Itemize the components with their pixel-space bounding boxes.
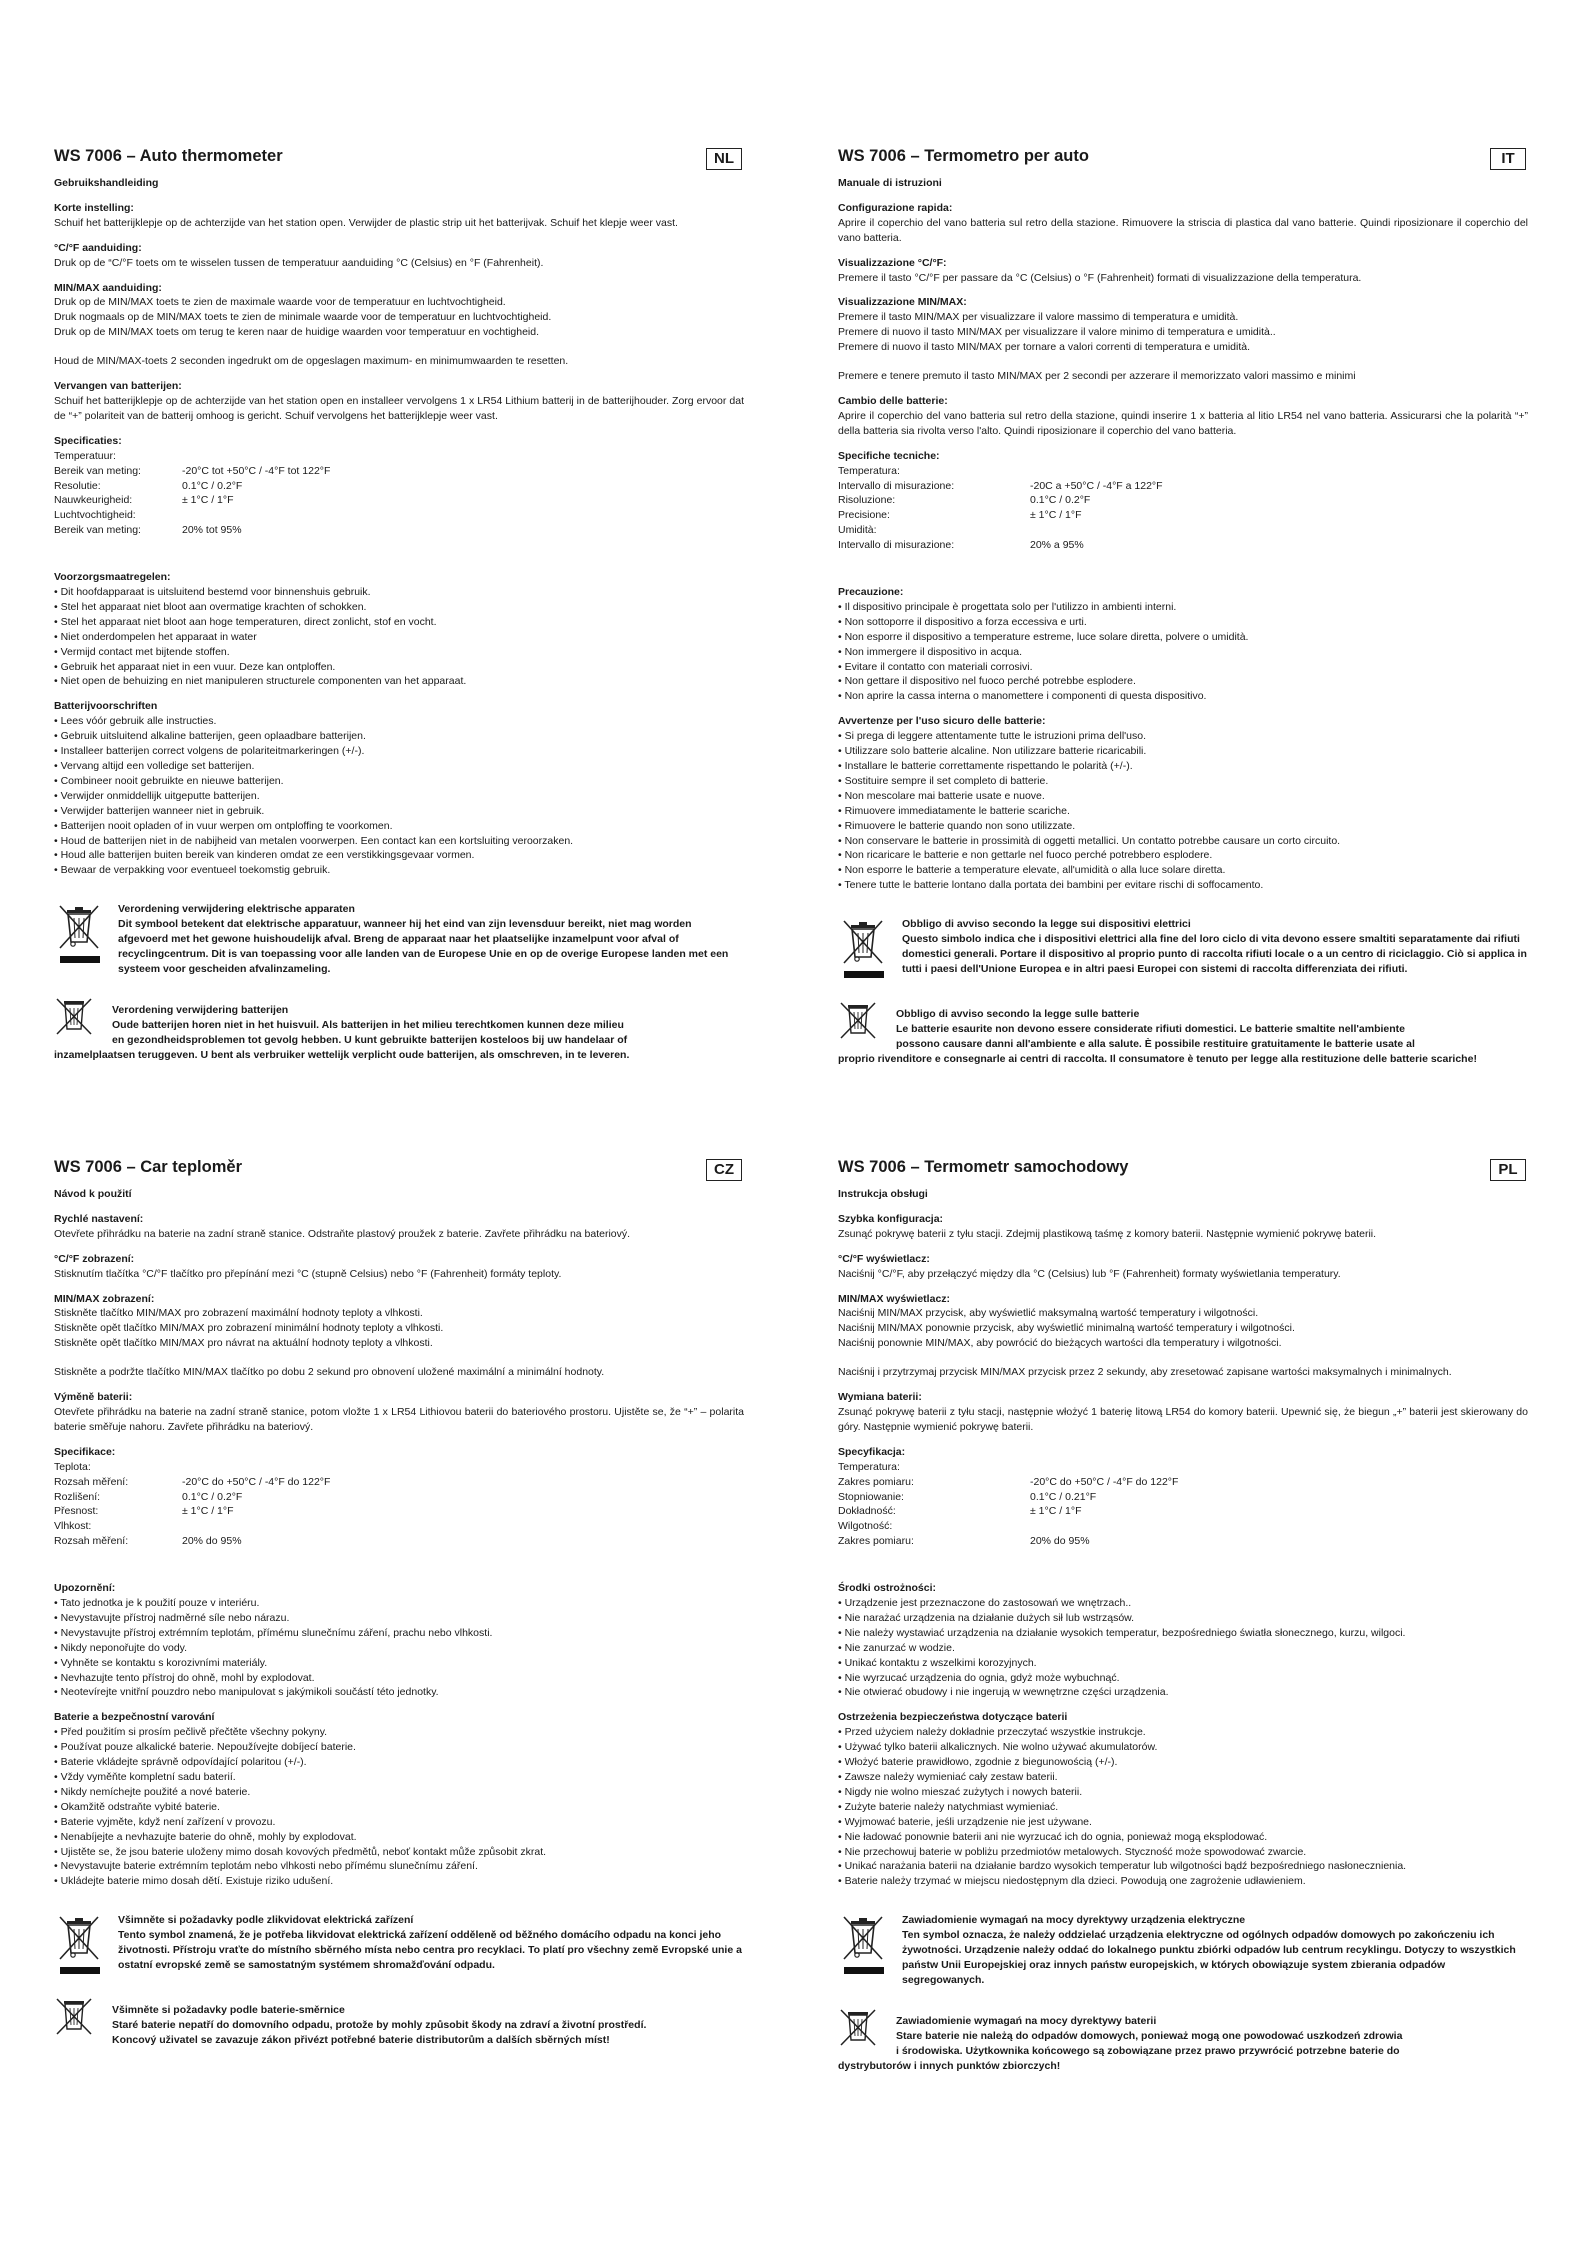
setup-section [54, 1212, 744, 1242]
weee-heading: Zawiadomienie wymagań na mocy dyrektywy urządzenia elektryczne [902, 1914, 1246, 1927]
battery-heading: Vervangen van batterijen: [54, 380, 182, 393]
list-item: • Niet onderdompelen het apparaat in water [54, 630, 257, 643]
spec-value: -20°C tot +50°C / -4°F tot 122°F [182, 464, 331, 477]
battery-heading: Wymiana baterii: [838, 1391, 922, 1404]
weee-text: Dit symbool betekent dat elektrische apparatuur, wanneer hij het eind van zijn levensduur bereikt, niet mag worden afgevoerd met het gewone huishoudelijk afval. Breng de apparaat naar het plaatselijke inzamelpunt voor afval of recyclingcentrum. Dit is van toepassing voor alle landen van de Europese Unie en op de overige Europese landen met een systeem voor gescheiden afvalinzameling. [118, 918, 729, 975]
battery-disposal-line-2: en gezondheidsproblemen tot gevolg hebben. U kunt gebruikte batterijen kosteloos bij uw handelaar of [112, 1033, 628, 1046]
spec-value: ± 1°C / 1°F [182, 1505, 234, 1518]
unit-heading: Visualizzazione °C/°F: [838, 256, 947, 269]
list-item: • Baterie vyjměte, když není zařízení v provozu. [54, 1815, 276, 1828]
crossed-bin-icon [54, 902, 106, 966]
minmax-line-3: Naciśnij ponownie MIN/MAX, aby powrócić do bieżących wartości dla temperatury i wilgotności. [838, 1337, 1282, 1350]
list-item: • Okamžitě odstraňte vybité baterie. [54, 1800, 220, 1813]
spec-label: Zakres pomiaru: [838, 1535, 914, 1548]
spec-row [54, 479, 744, 494]
spec-value: 20% tot 95% [182, 524, 242, 537]
minmax-section [838, 295, 1528, 355]
list-item: • Baterie vkládejte správně odpovídající polaritou (+/-). [54, 1756, 307, 1769]
battery-disposal-line-3: dystrybutorów i innych punktów zbiorczych! [838, 2059, 1061, 2072]
list-item: • Nevystavujte přístroj extrémním teplotám, přímému slunečnímu záření, prachu nebo vlhkosti. [54, 1626, 493, 1639]
precautions [838, 585, 1528, 704]
section-it [838, 146, 1528, 1146]
battery-warnings [838, 714, 1528, 893]
page-title: WS 7006 – Termometr samochodowy [838, 1158, 1129, 1176]
spec-value: -20C a +50°C / -4°F a 122°F [1030, 479, 1163, 492]
spec-value: 20% do 95% [182, 1535, 242, 1548]
list-item: • Combineer nooit gebruikte en nieuwe batterijen. [54, 774, 284, 787]
list-item: • Non esporre le batterie a temperature elevate, all'umidità o alla luce solare diretta. [838, 864, 1226, 877]
list-item: • Baterie należy trzymać w miejscu niedostępnym dla dzieci. Powodują one zagrożenie udławieniem. [838, 1875, 1306, 1888]
list-item: • Nigdy nie wolno mieszać zużytych i nowych baterii. [838, 1785, 1083, 1798]
spec-row [838, 493, 1528, 508]
battery-disposal-heading: Verordening verwijdering batterijen [112, 1003, 289, 1016]
spec-label: Risoluzione: [838, 494, 896, 507]
spec-label: Rozsah měření: [54, 1475, 129, 1488]
spec-label: Rozlišení: [54, 1490, 101, 1503]
list-item: • Il dispositivo principale è progettata solo per l'utilizzo in ambienti interni. [838, 600, 1177, 613]
battery-disposal-heading: Obbligo di avviso secondo la legge sulle batterie [896, 1008, 1140, 1021]
list-item: • Vervang altijd een volledige set batterijen. [54, 760, 255, 772]
battery-disposal-line-2: i środowiska. Użytkownika końcowego są zobowiązane przez prawo przywrócić potrzebne baterie do [896, 2044, 1400, 2057]
list-item: • Tato jednotka je k použití pouze v interiéru. [54, 1597, 260, 1610]
unit-section [54, 241, 744, 271]
header [838, 146, 1528, 172]
unit-text: Naciśnij °C/°F, aby przełączyć między dla °C (Celsius) lub °F (Fahrenheit) formaty wyświetlania temperatury. [838, 1267, 1341, 1280]
spec-value: 0.1°C / 0.2°F [1030, 494, 1091, 507]
list-item: • Používat pouze alkalické baterie. Nepoužívejte dobíjecí baterie. [54, 1741, 356, 1754]
battery-warnings-heading: Baterie a bezpečnostní varování [54, 1711, 215, 1724]
weee-text: Tento symbol znamená, že je potřeba likvidovat elektrická zařízení odděleně od běžného domácího odpadu na konci jeho životnosti. Přístroju vraťte do místního sběrného místa nebo centra pro recyklaci. To platí pro všechny země Evropské unie a ostatní evropské země se samostatným systémem shromažďování odpadu. [118, 1929, 742, 1971]
minmax-line-3: Stiskněte opět tlačítko MIN/MAX pro návrat na aktuální hodnoty teploty a vlhkosti. [54, 1337, 433, 1350]
crossed-battery-bin-icon [54, 997, 94, 1037]
page-title: WS 7006 – Termometro per auto [838, 147, 1089, 165]
spec-row [838, 538, 1528, 553]
spec-row [838, 508, 1528, 523]
spec-heading: Specificaties: [54, 434, 122, 447]
setup-section [838, 1212, 1528, 1242]
spec-row [54, 1475, 744, 1490]
list-item: • Non mescolare mai batterie usate e nuove. [838, 789, 1045, 802]
unit-heading: °C/°F aanduiding: [54, 241, 142, 254]
list-item: • Niet open de behuizing en niet manipuleren structurele componenten van het apparaat. [54, 675, 467, 688]
minmax-section [54, 281, 744, 341]
spec-value: ± 1°C / 1°F [182, 494, 234, 507]
weee-notice [54, 1913, 744, 1977]
setup-text: Aprire il coperchio del vano batteria sul retro della stazione. Rimuovere la striscia di plastica dal vano batterie. Quindi riposizionare il coperchio del vano batteria. [838, 216, 1528, 244]
list-item: • Batterijen nooit opladen of in vuur werpen om ontploffing te voorkomen. [54, 819, 393, 832]
spec-value: 0.1°C / 0.2°F [182, 479, 243, 492]
list-item: • Rimuovere le batterie quando non sono utilizzate. [838, 819, 1076, 832]
battery-disposal-notice [838, 1007, 1528, 1067]
battery-section [54, 1390, 744, 1435]
spec-value: -20°C do +50°C / -4°F do 122°F [182, 1475, 331, 1488]
minmax-heading: MIN/MAX aanduiding: [54, 281, 162, 294]
specifications [838, 449, 1528, 553]
battery-text: Otevřete přihrádku na baterie na zadní straně stanice, potom vložte 1 x LR54 Lithiovou baterii do bateriového prostoru. Ujistěte se, že “+” – polarita baterie směřuje nahoru. Zavřete přihrádku na bateriový. [54, 1405, 744, 1433]
battery-disposal-notice [838, 2014, 1528, 2074]
precautions-heading: Upozornění: [54, 1582, 116, 1595]
spec-heading: Specyfikacja: [838, 1445, 906, 1458]
setup-text: Schuif het batterijklepje op de achterzijde van het station open. Verwijder de plastic strip uit het batterijvak. Schuif het klepje weer vast. [54, 216, 678, 229]
battery-disposal-heading: Zawiadomienie wymagań na mocy dyrektywy baterii [896, 2014, 1157, 2027]
list-item: • Nevystavujte baterie extrémním teplotám nebo vlhkosti nebo přímému slunečnímu záření. [54, 1860, 478, 1873]
unit-heading: °C/°F wyświetlacz: [838, 1252, 930, 1265]
spec-label: Intervallo di misurazione: [838, 539, 955, 552]
spec-temperature-label: Temperatuur: [54, 449, 116, 462]
list-item: • Verwijder batterijen wanneer niet in gebruik. [54, 804, 265, 817]
spec-label: Bereik van meting: [54, 524, 141, 537]
list-item: • Před použitím si prosím pečlivě přečtěte všechny pokyny. [54, 1726, 328, 1739]
list-item: • Si prega di leggere attentamente tutte le istruzioni prima dell'uso. [838, 730, 1147, 743]
reset-text: Naciśnij i przytrzymaj przycisk MIN/MAX przycisk przez 2 sekundy, aby zresetować zapisane wartości maksymalnych i minimalnych. [838, 1366, 1452, 1379]
battery-warnings-heading: Avvertenze per l'uso sicuro delle batterie: [838, 715, 1046, 728]
section-nl [54, 146, 744, 1146]
battery-disposal-line-3: proprio rivenditore e consegnarle ai centri di raccolta. Il consumatore è tenuto per legge alla restituzione delle batterie scariche! [838, 1052, 1477, 1065]
language-badge: NL [706, 148, 742, 170]
list-item: • Wyjmować baterie, jeśli urządzenie nie jest używane. [838, 1815, 1092, 1828]
precautions-heading: Precauzione: [838, 586, 904, 599]
list-item: • Nevystavujte přístroj nadměrné síle nebo nárazu. [54, 1611, 290, 1624]
minmax-line-1: Naciśnij MIN/MAX przycisk, aby wyświetlić maksymalną wartość temperatury i wilgotności. [838, 1307, 1259, 1320]
spec-value: 0.1°C / 0.21°F [1030, 1490, 1097, 1503]
list-item: • Nie zanurzać w wodzie. [838, 1641, 955, 1654]
list-item: • Non aprire la cassa interna o manometterе i componenti di questa dispositivo. [838, 690, 1207, 703]
list-item: • Nikdy nemíchejte použité a nové baterie. [54, 1785, 251, 1798]
minmax-line-3: Druk op de MIN/MAX toets om terug te keren naar de huidige waarden voor temperatuur en vochtigheid. [54, 326, 540, 339]
battery-section [838, 1390, 1528, 1435]
weee-notice [838, 917, 1528, 981]
list-item: • Nie wyrzucać urządzenia do ognia, gdyż może wybuchnąć. [838, 1671, 1120, 1684]
spec-row [54, 1534, 744, 1549]
weee-text: Ten symbol oznacza, że należy oddzielać urządzenia elektryczne od ogólnych odpadów domowych po zakończeniu ich żywotności. Urządzenie należy oddać do lokalnego punktu zbiórki odpadów lub centrum recyklingu. Dotyczy to wszystkich państw Unii Europejskiej oraz innych państw europejskich, w których obowiązuje system zbierania odpadów segregowanych. [902, 1929, 1516, 1986]
list-item: • Nenabíjejte a nevhazujte baterie do ohně, mohly by explodovat. [54, 1830, 357, 1843]
setup-text: Otevřete přihrádku na baterie na zadní straně stanice. Odstraňte plastový proužek z baterie. Zavřete přihrádku na bateriový. [54, 1227, 631, 1240]
spec-temperature-label: Temperatura: [838, 464, 900, 477]
setup-heading: Korte instelling: [54, 201, 134, 214]
battery-text: Aprire il coperchio del vano batteria sul retro della stazione, quindi inserire 1 x batteria al litio LR54 nel vano batteria. Assicurarsi che la polarità “+” della batteria sia rivolta verso l'alto. Quindi riposizionare il coperchio del vano batteria. [838, 409, 1528, 437]
list-item: • Ujistěte se, že jsou baterie uloženy mimo dosah kovových předmětů, neboť kontakt může způsobit zkrat. [54, 1845, 547, 1858]
unit-section [54, 1252, 744, 1282]
battery-disposal-line-1: Le batterie esaurite non devono essere considerate rifiuti domestici. Le batterie smaltite nell'ambiente [896, 1023, 1405, 1036]
minmax-line-1: Premere il tasto MIN/MAX per visualizzare il valore massimo di temperatura e umidità. [838, 311, 1239, 324]
minmax-section [54, 1292, 744, 1352]
setup-heading: Configurazione rapida: [838, 201, 953, 214]
minmax-line-2: Druk nogmaals op de MIN/MAX toets te zien de minimale waarde voor de temperatuur en luchtvochtigheid. [54, 311, 552, 324]
list-item: • Używać tylko baterii alkalicznych. Nie wolno używać akumulatorów. [838, 1741, 1158, 1754]
list-item: • Gebruik het apparaat niet in een vuur. Deze kan ontploffen. [54, 660, 336, 673]
battery-disposal-line-1: Oude batterijen horen niet in het huisvuil. Als batterijen in het milieu terechtkomen kunnen deze milieu [112, 1018, 624, 1031]
list-item: • Nie narażać urządzenia na działanie dużych sił lub wstrząsów. [838, 1611, 1135, 1624]
crossed-bin-icon [838, 1913, 890, 1977]
spec-value: 20% a 95% [1030, 539, 1084, 552]
minmax-line-2: Naciśnij MIN/MAX ponownie przycisk, aby wyświetlić minimalną wartość temperatury i wilgotności. [838, 1322, 1295, 1335]
crossed-bin-icon [54, 1913, 106, 1977]
spec-row [838, 1490, 1528, 1505]
spec-label: Nauwkeurigheid: [54, 494, 133, 507]
spec-row [838, 1504, 1528, 1519]
spec-heading: Specifikace: [54, 1445, 116, 1458]
battery-disposal-line-2: possono causare danni all'ambiente e alla salute. È possibile restituire gratuitamente le batterie usate al [896, 1037, 1415, 1050]
spec-heading: Specifiche tecniche: [838, 449, 940, 462]
setup-section [54, 201, 744, 231]
spec-label: Rozsah měření: [54, 1535, 129, 1548]
spec-row [54, 1504, 744, 1519]
list-item: • Nevhazujte tento přístroj do ohně, mohl by explodovat. [54, 1671, 315, 1684]
list-item: • Urządzenie jest przeznaczone do zastosowań we wnętrzach.. [838, 1597, 1132, 1610]
list-item: • Vyhněte se kontaktu s korozivními materiály. [54, 1656, 268, 1669]
spec-row [54, 1490, 744, 1505]
list-item: • Neotevírejte vnitřní pouzdro nebo manipulovat s jakýmikoli součástí této jednotky. [54, 1686, 439, 1699]
specifications [54, 1445, 744, 1549]
list-item: • Tenere tutte le batterie lontano dalla portata dei bambini per evitare rischi di soffocamento. [838, 879, 1264, 892]
battery-text: Schuif het batterijklepje op de achterzijde van het station open en installeer vervolgens 1 x LR54 Lithium batterij in de batterijhouder. Zorg ervoor dat de “+” polariteit van de batterij omhoog is gericht. Schuif vervolgens het batterijklepje weer vast. [54, 394, 744, 422]
battery-section [54, 379, 744, 424]
list-item: • Non ricaricare le batterie e non gettarle nel fuoco perché potrebbero esplodere. [838, 849, 1213, 862]
list-item: • Zawsze należy wymieniać cały zestaw baterii. [838, 1771, 1058, 1783]
section-pl [838, 1157, 1528, 2157]
battery-disposal-line-1: Staré baterie nepatří do domovního odpadu, protože by mohly způsobit škody na zdraví a životní prostředí. [112, 2019, 647, 2032]
spec-label: Intervallo di misurazione: [838, 479, 955, 492]
precautions [54, 1581, 744, 1700]
spec-label: Precisione: [838, 509, 890, 522]
minmax-heading: MIN/MAX zobrazení: [54, 1292, 155, 1305]
weee-heading: Verordening verwijdering elektrische apparaten [118, 903, 355, 916]
unit-text: Premere il tasto °C/°F per passare da °C (Celsius) o °F (Fahrenheit) formati di visualizzazione della temperatura. [838, 271, 1362, 284]
list-item: • Rimuovere immediatamente le batterie scariche. [838, 804, 1070, 817]
battery-warnings [54, 699, 744, 878]
setup-section [838, 201, 1528, 246]
manual-subtitle: Manuale di istruzioni [838, 177, 942, 189]
list-item: • Zużyte baterie należy natychmiast wymieniać. [838, 1800, 1059, 1813]
spec-row [54, 523, 744, 538]
list-item: • Non conservare le batterie in prossimità di oggetti metallici. Un contatto potrebbe causare un corto circuito. [838, 834, 1341, 847]
minmax-heading: MIN/MAX wyświetlacz: [838, 1292, 951, 1305]
list-item: • Houd de batterijen niet in de nabijheid van metalen voorwerpen. Een contact kan een kortsluiting veroorzaken. [54, 834, 574, 847]
setup-heading: Rychlé nastavení: [54, 1212, 144, 1225]
battery-disposal-notice [54, 2003, 744, 2048]
unit-text: Druk op de “C/°F toets om te wisselen tussen de temperatuur aanduiding °C (Celsius) en °F (Fahrenheit). [54, 256, 544, 269]
crossed-bin-icon [838, 917, 890, 981]
list-item: • Dit hoofdapparaat is uitsluitend bestemd voor binnenshuis gebruik. [54, 586, 371, 599]
specifications [838, 1445, 1528, 1549]
list-item: • Nikdy neponořujte do vody. [54, 1641, 188, 1654]
list-item: • Gebruik uitsluitend alkaline batterijen, geen oplaadbare batterijen. [54, 730, 366, 743]
language-badge: IT [1490, 148, 1526, 170]
list-item: • Stel het apparaat niet bloot aan overmatige krachten of schokken. [54, 600, 367, 613]
reset-text: Stiskněte a podržte tlačítko MIN/MAX tlačítko po dobu 2 sekund pro obnovení uložené maximální a minimální hodnoty. [54, 1366, 605, 1379]
weee-notice [54, 902, 744, 977]
precautions [54, 570, 744, 689]
spec-row [838, 1534, 1528, 1549]
minmax-line-1: Stiskněte tlačítko MIN/MAX pro zobrazení maximální hodnoty teploty a vlhkosti. [54, 1307, 423, 1320]
battery-warnings-heading: Batterijvoorschriften [54, 700, 158, 713]
header [54, 146, 744, 172]
list-item: • Włożyć baterie prawidłowo, zgodnie z biegunowością (+/-). [838, 1756, 1118, 1769]
unit-section [838, 256, 1528, 286]
list-item: • Sostituire sempre il set completo di batterie. [838, 774, 1049, 787]
setup-text: Zsunąć pokrywę baterii z tyłu stacji. Zdejmij plastikową taśmę z komory baterii. Następnie wymienić pokrywę baterii. [838, 1227, 1377, 1240]
spec-humidity-label: Umidità: [838, 524, 877, 537]
spec-row [838, 1475, 1528, 1490]
precautions-heading: Voorzorgsmaatregelen: [54, 571, 171, 584]
spec-row [54, 464, 744, 479]
list-item: • Non sottoporre il dispositivo a forza eccessiva e urti. [838, 615, 1087, 628]
spec-value: ± 1°C / 1°F [1030, 1505, 1082, 1518]
minmax-section [838, 1292, 1528, 1352]
list-item: • Non immergere il dispositivo in acqua. [838, 645, 1023, 658]
spec-label: Resolutie: [54, 479, 101, 492]
specifications [54, 434, 744, 538]
minmax-line-1: Druk op de MIN/MAX toets te zien de maximale waarde voor de temperatuur en luchtvochtigheid. [54, 296, 506, 309]
battery-text: Zsunąć pokrywę baterii z tyłu stacji, następnie włożyć 1 baterię litową LR54 do komory baterii. Upewnić się, że biegun „+” baterii jest skierowany do góry. Następnie wymienić pokrywę baterii. [838, 1405, 1528, 1433]
language-badge: CZ [706, 1159, 742, 1181]
list-item: • Utilizzare solo batterie alcaline. Non utilizzare batterie ricaricabili. [838, 745, 1147, 758]
spec-label: Zakres pomiaru: [838, 1475, 914, 1488]
list-item: • Nie przechowuj baterie w pobliżu przedmiotów metalowych. Styczność może spowodować zwarcie. [838, 1845, 1307, 1858]
spec-humidity-label: Luchtvochtigheid: [54, 509, 136, 522]
minmax-heading: Visualizzazione MIN/MAX: [838, 296, 967, 309]
unit-section [838, 1252, 1528, 1282]
list-item: • Non esporre il dispositivo a temperature estreme, luce solare diretta, polvere o umidità. [838, 630, 1249, 643]
battery-disposal-notice [54, 1003, 744, 1063]
list-item: • Nie należy wystawiać urządzenia na działanie wysokich temperatur, bezpośredniego światła słonecznego, kurzu, wilgoci. [838, 1626, 1406, 1639]
header [54, 1157, 744, 1183]
battery-disposal-line-1: Stare baterie nie należą do odpadów domowych, ponieważ mogą one powodować uszkodzeń zdrowia [896, 2029, 1403, 2042]
battery-disposal-heading: Všimněte si požadavky podle baterie-směrnice [112, 2004, 345, 2017]
page-title: WS 7006 – Car teploměr [54, 1158, 242, 1176]
list-item: • Lees vóór gebruik alle instructies. [54, 715, 217, 728]
spec-label: Stopniowanie: [838, 1490, 904, 1503]
minmax-line-2: Premere di nuovo il tasto MIN/MAX per visualizzare il valore minimo di temperatura e umidità.. [838, 326, 1276, 339]
list-item: • Vždy vyměňte kompletní sadu baterií. [54, 1771, 236, 1783]
manual-subtitle: Návod k použití [54, 1188, 132, 1200]
minmax-line-2: Stiskněte opět tlačítko MIN/MAX pro zobrazení minimální hodnoty teploty a vlhkosti. [54, 1322, 444, 1335]
weee-notice [838, 1913, 1528, 1988]
language-badge: PL [1490, 1159, 1526, 1181]
spec-humidity-label: Wilgotność: [838, 1520, 893, 1533]
list-item: • Przed użyciem należy dokładnie przeczytać wszystkie instrukcje. [838, 1726, 1146, 1739]
list-item: • Stel het apparaat niet bloot aan hoge temperaturen, direct zonlicht, stof en vocht. [54, 615, 437, 628]
list-item: • Verwijder onmiddellijk uitgeputte batterijen. [54, 789, 260, 802]
unit-heading: °C/°F zobrazení: [54, 1252, 135, 1265]
weee-heading: Všimněte si požadavky podle zlikvidovat elektrická zařízení [118, 1914, 414, 1927]
battery-warnings [838, 1710, 1528, 1889]
list-item: • Non gettare il dispositivo nel fuoco perché potrebbe esplodere. [838, 675, 1136, 688]
manual-subtitle: Gebruikshandleiding [54, 177, 159, 189]
minmax-line-3: Premere di nuovo il tasto MIN/MAX per tornare a valori correnti di temperatura e umidità. [838, 341, 1251, 354]
spec-row [838, 479, 1528, 494]
battery-heading: Cambio delle batterie: [838, 394, 948, 407]
list-item: • Installare le batterie correttamente rispettando le polarità (+/-). [838, 760, 1133, 772]
spec-label: Dokładność: [838, 1505, 896, 1518]
spec-value: ± 1°C / 1°F [1030, 509, 1082, 522]
battery-heading: Výměně baterii: [54, 1391, 133, 1404]
spec-row [54, 493, 744, 508]
spec-value: 0.1°C / 0.2°F [182, 1490, 243, 1503]
list-item: • Houd alle batterijen buiten bereik van kinderen omdat ze een verstikkingsgevaar vormen. [54, 849, 475, 862]
list-item: • Installeer batterijen correct volgens de polariteitmarkeringen (+/-). [54, 745, 365, 758]
crossed-battery-bin-icon [838, 2008, 878, 2048]
page-title: WS 7006 – Auto thermometer [54, 147, 283, 165]
precautions [838, 1581, 1528, 1700]
list-item: • Nie otwierać obudowy i nie ingerują w wewnętrzne części urządzenia. [838, 1686, 1169, 1699]
spec-humidity-label: Vlhkost: [54, 1520, 92, 1533]
battery-disposal-line-2: Koncový uživatel se zavazuje zákon přivézt potřebné baterie distributorům a dalších sběrných míst! [112, 2034, 610, 2047]
list-item: • Unikać narażania baterii na działanie bardzo wysokich temperatur lub wilgotności bądź bezpośredniego nasłonecznienia. [838, 1860, 1407, 1873]
crossed-battery-bin-icon [838, 1001, 878, 1041]
list-item: • Bewaar de verpakking voor eventueel toekomstig gebruik. [54, 864, 331, 877]
precautions-heading: Środki ostrożności: [838, 1582, 937, 1595]
spec-temperature-label: Teplota: [54, 1460, 91, 1473]
reset-text: Houd de MIN/MAX-toets 2 seconden ingedrukt om de opgeslagen maximum- en minimumwaarden te resetten. [54, 355, 569, 368]
battery-disposal-line-3: inzamelplaatsen teruggeven. U bent als verbruiker wettelijk verplicht oude batterijen, als omschreven, in te leveren. [54, 1048, 630, 1061]
unit-text: Stisknutím tlačítka °C/°F tlačítko pro přepínání mezi °C (stupně Celsius) nebo °F (Fahrenheit) formáty teploty. [54, 1267, 562, 1280]
manual-subtitle: Instrukcja obsługi [838, 1188, 928, 1200]
weee-heading: Obbligo di avviso secondo la legge sui dispositivi elettrici [902, 918, 1191, 931]
list-item: • Ukládejte baterie mimo dosah dětí. Existuje riziko udušení. [54, 1875, 334, 1888]
section-cz [54, 1157, 744, 2157]
header [838, 1157, 1528, 1183]
list-item: • Unikać kontaktu z wszelkimi korozyjnych. [838, 1656, 1037, 1669]
battery-section [838, 394, 1528, 439]
setup-heading: Szybka konfiguracja: [838, 1212, 944, 1225]
spec-label: Přesnost: [54, 1505, 99, 1518]
battery-warnings-heading: Ostrzeżenia bezpieczeństwa dotyczące baterii [838, 1711, 1068, 1724]
spec-label: Bereik van meting: [54, 464, 141, 477]
list-item: • Vermijd contact met bijtende stoffen. [54, 645, 230, 658]
spec-value: -20°C do +50°C / -4°F do 122°F [1030, 1475, 1179, 1488]
weee-text: Questo simbolo indica che i dispositivi elettrici alla fine del loro ciclo di vita devono essere smaltiti separatamente dai rifiuti domestici generali. Portare il dispositivo al proprio punto di raccolta rifiuti locale o a un centro di riciclaggio. Ciò si applica in tutti i paesi dell'Unione Europea e in altri paesi Europei con sistemi di raccolta differenziata dei rifiuti. [902, 933, 1527, 975]
spec-temperature-label: Temperatura: [838, 1460, 900, 1473]
spec-value: 20% do 95% [1030, 1535, 1090, 1548]
reset-text: Premere e tenere premuto il tasto MIN/MAX per 2 secondi per azzerare il memorizzato valori massimo e minimi [838, 370, 1356, 383]
list-item: • Nie ładować ponownie baterii ani nie wyrzucać ich do ognia, ponieważ mogą eksplodować. [838, 1830, 1268, 1843]
list-item: • Evitare il contatto con materiali corrosivi. [838, 660, 1033, 673]
crossed-battery-bin-icon [54, 1997, 94, 2037]
battery-warnings [54, 1710, 744, 1889]
